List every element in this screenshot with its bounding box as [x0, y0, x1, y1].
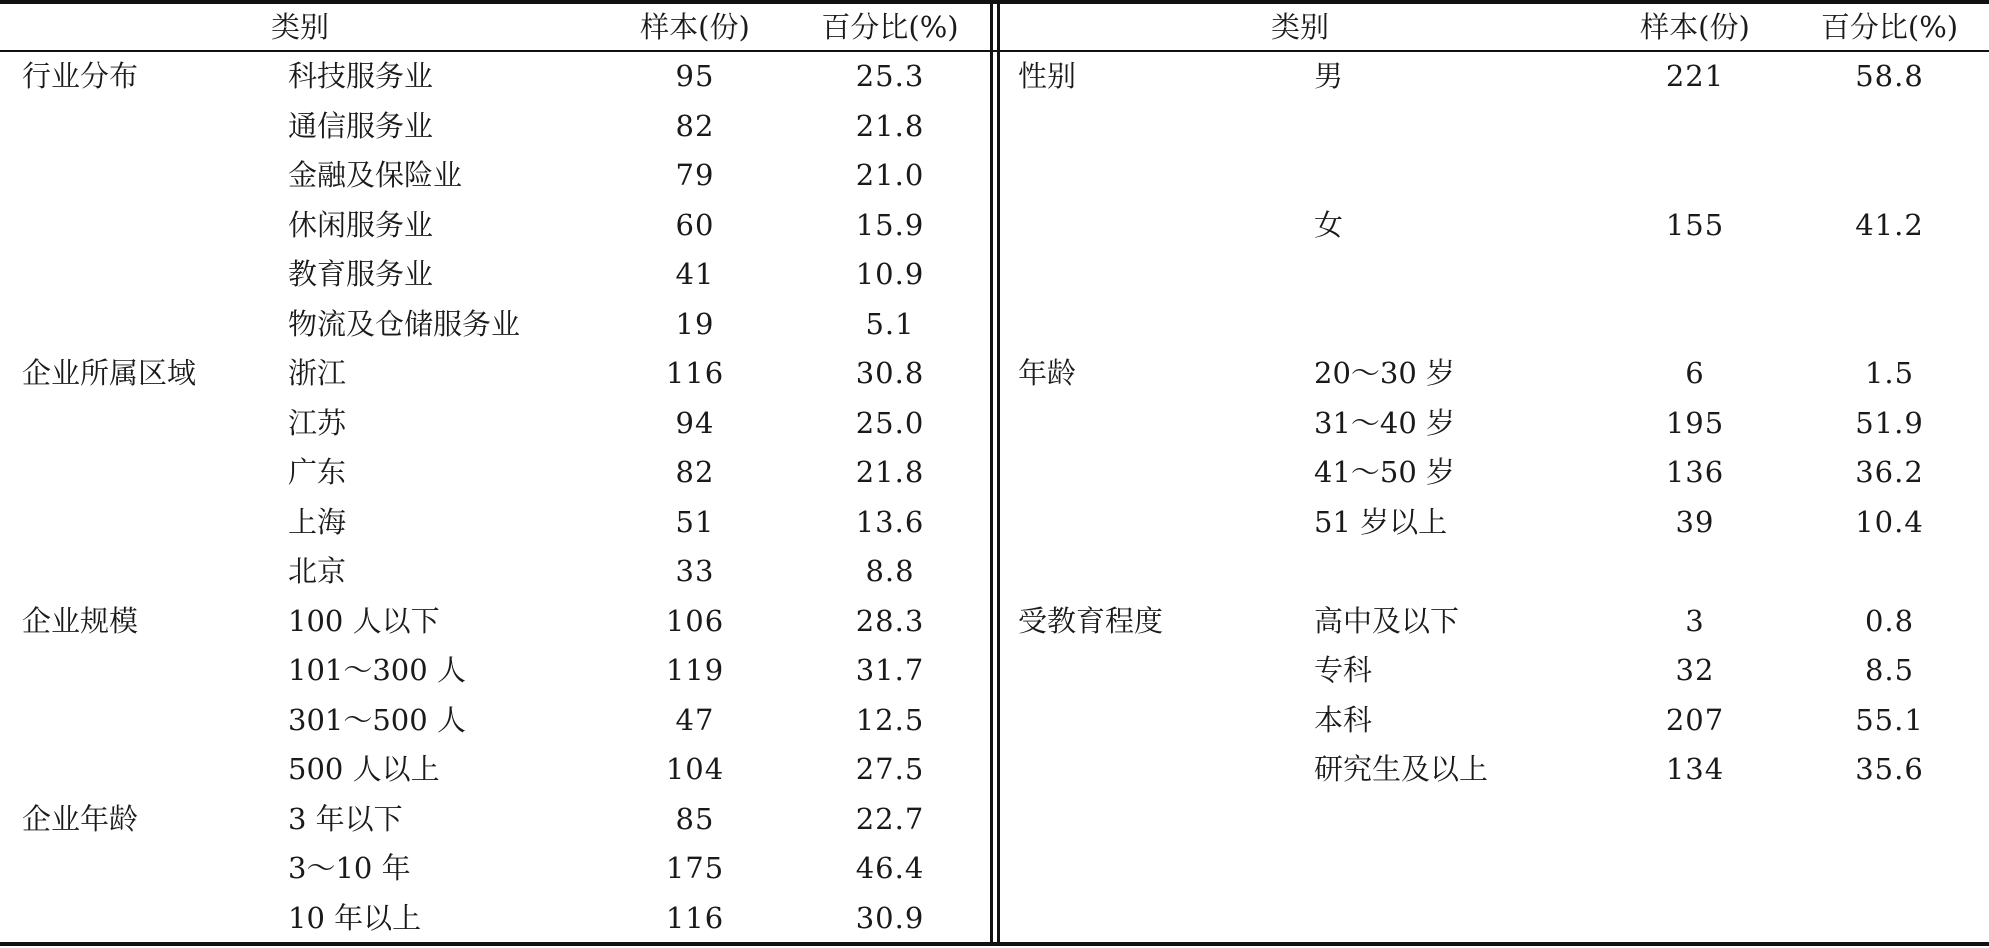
- row-item-label: 20～30 岁: [1314, 356, 1456, 390]
- table-row: [0, 102, 990, 152]
- table-row: [0, 547, 990, 597]
- table-row: [1000, 894, 1989, 944]
- row-item-label: 高中及以下: [1314, 603, 1460, 638]
- row-percent: 30.9: [855, 900, 925, 935]
- row-samples: 6: [1685, 356, 1705, 390]
- row-samples: 82: [675, 455, 715, 489]
- row-item-label: 通信服务业: [288, 108, 434, 143]
- table-row: [0, 498, 990, 548]
- row-percent: 21.8: [855, 455, 925, 489]
- row-group-label: 企业所属区域: [22, 356, 197, 390]
- table-row: [1000, 547, 1989, 597]
- table-row: [0, 646, 990, 696]
- row-item-label: 10 年以上: [288, 900, 422, 935]
- row-percent: 30.8: [855, 356, 925, 390]
- row-samples: 221: [1665, 59, 1725, 93]
- row-samples: 155: [1665, 207, 1725, 242]
- row-item-label: 男: [1314, 59, 1344, 93]
- row-group-label: 年龄: [1018, 356, 1077, 390]
- table-row: [0, 250, 990, 300]
- row-samples: 116: [665, 356, 725, 390]
- table-row: [0, 696, 990, 746]
- row-item-label: 女: [1314, 207, 1344, 242]
- table-row: [1000, 448, 1989, 498]
- row-percent: 8.5: [1864, 653, 1915, 687]
- row-percent: 31.7: [855, 653, 925, 687]
- row-samples: 119: [665, 653, 725, 687]
- row-percent: 21.0: [855, 158, 925, 192]
- table-row: [1000, 201, 1989, 251]
- row-samples: 207: [1665, 702, 1725, 737]
- row-item-label: 休闲服务业: [288, 207, 434, 242]
- row-item-label: 500 人以上: [288, 752, 440, 786]
- row-samples: 134: [1665, 752, 1725, 786]
- row-samples: 41: [675, 257, 715, 291]
- row-item-label: 北京: [288, 554, 347, 588]
- table-row: [0, 300, 990, 350]
- row-samples: 106: [665, 603, 725, 638]
- row-group-label: 行业分布: [22, 59, 139, 93]
- table-row: [1000, 52, 1989, 102]
- header-percent: 百分比(%): [1820, 10, 1959, 44]
- row-item-label: 31～40 岁: [1314, 405, 1456, 440]
- row-item-label: 广东: [288, 455, 347, 489]
- table-row: [0, 745, 990, 795]
- table-row: [1000, 399, 1989, 449]
- row-samples: 94: [675, 405, 715, 440]
- row-samples: 39: [1675, 504, 1715, 539]
- row-percent: 10.4: [1855, 504, 1924, 539]
- row-item-label: 科技服务业: [288, 59, 434, 93]
- table-row: [1000, 250, 1989, 300]
- row-group-label: 企业规模: [22, 603, 139, 638]
- table-row: [1000, 498, 1989, 548]
- row-percent: 25.3: [855, 59, 925, 93]
- table-row: [1000, 349, 1989, 399]
- table-row: [0, 894, 990, 944]
- row-samples: 175: [665, 851, 725, 885]
- table-row: [0, 399, 990, 449]
- row-item-label: 物流及仓储服务业: [288, 306, 521, 341]
- row-percent: 36.2: [1855, 455, 1924, 489]
- row-samples: 32: [1675, 653, 1715, 687]
- header-category: 类别: [270, 10, 329, 44]
- row-samples: 47: [675, 702, 715, 737]
- row-group-label: 企业年龄: [22, 801, 139, 836]
- row-percent: 0.8: [1864, 603, 1915, 638]
- row-samples: 19: [675, 306, 715, 341]
- table-row: [1000, 646, 1989, 696]
- row-samples: 116: [665, 900, 725, 935]
- left-panel: [0, 0, 990, 946]
- table-row: [0, 151, 990, 201]
- table-row: [1000, 696, 1989, 746]
- row-percent: 8.8: [865, 554, 915, 588]
- header-samples: 样本(份): [640, 10, 750, 44]
- row-item-label: 301～500 人: [288, 702, 466, 737]
- row-samples: 95: [675, 59, 715, 93]
- row-samples: 104: [665, 752, 725, 786]
- table-row: [0, 448, 990, 498]
- row-item-label: 浙江: [288, 356, 347, 390]
- row-samples: 85: [675, 801, 715, 836]
- row-samples: 79: [675, 158, 715, 192]
- table-row: [0, 597, 990, 647]
- row-percent: 22.7: [855, 801, 925, 836]
- row-item-label: 41～50 岁: [1314, 455, 1456, 489]
- row-percent: 1.5: [1864, 356, 1915, 390]
- row-percent: 27.5: [855, 752, 925, 786]
- table-row: [1000, 597, 1989, 647]
- row-percent: 12.5: [855, 702, 925, 737]
- table-row: [0, 52, 990, 102]
- row-group-label: 受教育程度: [1018, 603, 1164, 638]
- row-item-label: 101～300 人: [288, 653, 466, 687]
- table-row: [1000, 151, 1989, 201]
- row-samples: 3: [1685, 603, 1705, 638]
- header-category: 类别: [1270, 10, 1329, 44]
- row-samples: 82: [675, 108, 715, 143]
- table-row: [1000, 844, 1989, 894]
- row-samples: 195: [1665, 405, 1725, 440]
- row-percent: 25.0: [855, 405, 925, 440]
- row-samples: 51: [675, 504, 715, 539]
- row-item-label: 教育服务业: [288, 257, 434, 291]
- table-row: [1000, 300, 1989, 350]
- row-item-label: 江苏: [288, 405, 347, 440]
- row-group-label: 性别: [1018, 59, 1077, 93]
- row-percent: 13.6: [855, 504, 925, 539]
- row-percent: 5.1: [865, 306, 915, 341]
- row-item-label: 3～10 年: [288, 851, 411, 885]
- row-percent: 21.8: [855, 108, 925, 143]
- row-samples: 60: [675, 207, 715, 242]
- right-panel: [1000, 0, 1989, 946]
- row-item-label: 本科: [1314, 702, 1373, 737]
- row-percent: 35.6: [1855, 752, 1924, 786]
- row-item-label: 51 岁以上: [1314, 504, 1448, 539]
- double-divider-left: [990, 0, 993, 946]
- row-percent: 28.3: [855, 603, 925, 638]
- table-row: [1000, 745, 1989, 795]
- row-item-label: 专科: [1314, 653, 1373, 687]
- row-percent: 41.2: [1855, 207, 1924, 242]
- row-item-label: 上海: [288, 504, 347, 539]
- row-percent: 51.9: [1855, 405, 1924, 440]
- row-percent: 58.8: [1855, 59, 1924, 93]
- row-percent: 55.1: [1855, 702, 1924, 737]
- row-percent: 46.4: [855, 851, 925, 885]
- table-row: [0, 795, 990, 845]
- table-row: [0, 349, 990, 399]
- header-percent: 百分比(%): [821, 10, 959, 44]
- row-item-label: 金融及保险业: [288, 158, 463, 192]
- row-percent: 15.9: [855, 207, 925, 242]
- table-row: [1000, 795, 1989, 845]
- header-samples: 样本(份): [1640, 10, 1750, 44]
- row-item-label: 100 人以下: [288, 603, 440, 638]
- table-row: [0, 844, 990, 894]
- row-item-label: 3 年以下: [288, 801, 403, 836]
- table-row: [0, 201, 990, 251]
- table-row: [1000, 102, 1989, 152]
- row-percent: 10.9: [855, 257, 925, 291]
- row-item-label: 研究生及以上: [1314, 752, 1489, 786]
- row-samples: 136: [1665, 455, 1725, 489]
- row-samples: 33: [675, 554, 715, 588]
